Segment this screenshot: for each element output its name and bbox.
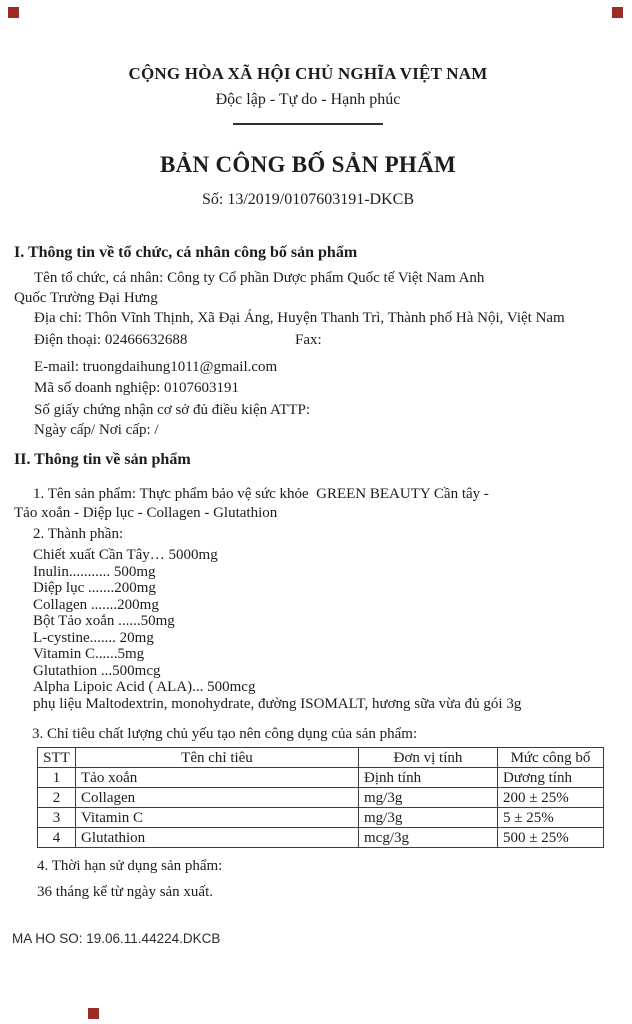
document-title: BẢN CÔNG BỐ SẢN PHẨM: [159, 152, 457, 177]
quality-criteria-table: [37, 747, 604, 848]
issue-date-place-line: Ngày cấp/ Nơi cấp: /: [34, 422, 159, 438]
shelf-life-heading: 4. Thời hạn sử dụng sản phẩm:: [37, 858, 223, 874]
ingredient-line: Alpha Lipoic Acid ( ALA)... 500mcg: [33, 679, 256, 695]
cell-decl: 500 ± 25%: [498, 828, 604, 848]
ingredient-line: L-cystine....... 20mg: [33, 629, 154, 646]
ingredient-line: Bột Tảo xoắn ......50mg: [33, 613, 175, 629]
col-header-unit: Đơn vị tính: [359, 748, 498, 768]
ingredient-line: Chiết xuất Cần Tây… 5000mg: [33, 547, 218, 563]
document-body: [0, 243, 632, 902]
business-code-line: Mã số doanh nghiệp: 0107603191: [34, 380, 239, 396]
cell-decl: 200 ± 25%: [498, 788, 604, 808]
quality-criteria-heading: 3. Chỉ tiêu chất lượng chủ yếu tạo nên công dụng của sản phẩm:: [32, 726, 418, 742]
ingredients-heading: 2. Thành phần:: [33, 526, 124, 542]
phone-value: Điện thoại: 02466632688: [34, 332, 188, 348]
document-header: [0, 0, 616, 210]
col-header-name: Tên chỉ tiêu: [76, 748, 359, 768]
file-code: MA HO SO: 19.06.11.44224.DKCB: [12, 931, 221, 946]
cell-name: Glutathion: [76, 828, 359, 848]
phone-line: [14, 330, 632, 350]
document-number: Số: 13/2019/0107603191-DKCB: [201, 191, 414, 208]
attp-cert-line: Số giấy chứng nhận cơ sở đủ điều kiện ATTP:: [34, 402, 311, 418]
ingredient-line: Collagen .......200mg: [33, 596, 159, 613]
table-header-row: [38, 748, 604, 768]
table-row: [38, 808, 604, 828]
cell-name: Tảo xoắn: [76, 768, 359, 788]
red-corner-marker-top-right: [612, 7, 623, 18]
cell-unit: mg/3g: [359, 808, 498, 828]
red-corner-marker-top-left: [8, 7, 19, 18]
ingredients-list: [14, 547, 632, 712]
cell-stt: 4: [38, 828, 76, 848]
ingredient-line: Vitamin C......5mg: [33, 646, 145, 662]
fax-label: Fax:: [295, 332, 322, 348]
table-row: [38, 768, 604, 788]
cell-unit: Định tính: [359, 768, 498, 788]
product-name-line: 1. Tên sản phẩm: Thực phẩm bảo vệ sức khỏe GREEN BEAUTY Cần tây - Tảo xoắn - Diệp lục - Collagen - Glutathion: [14, 486, 493, 521]
table-row: [38, 788, 604, 808]
section2-heading: II. Thông tin về sản phẩm: [14, 451, 191, 468]
table-row: [38, 828, 604, 848]
cell-decl: Dương tính: [498, 768, 604, 788]
email-line: E-mail: truongdaihung1011@gmail.com: [34, 359, 278, 375]
red-marker-bottom: [88, 1008, 99, 1019]
address-line: Địa chỉ: Thôn Vĩnh Thịnh, Xã Đại Áng, Huyện Thanh Trì, Thành phố Hà Nội, Việt Nam: [34, 310, 565, 326]
cell-unit: mg/3g: [359, 788, 498, 808]
motto-divider: [233, 123, 383, 125]
ingredient-line: phụ liệu Maltodextrin, monohydrate, đường ISOMALT, hương sữa vừa đủ gói 3g: [33, 695, 522, 712]
cell-name: Vitamin C: [76, 808, 359, 828]
col-header-decl: Mức công bố: [498, 748, 604, 768]
cell-name: Collagen: [76, 788, 359, 808]
ingredient-line: Glutathion ...500mcg: [33, 662, 161, 679]
national-title: CỘNG HÒA XÃ HỘI CHỦ NGHĨA VIỆT NAM: [128, 64, 488, 83]
ingredient-line: Diệp lục .......200mg: [33, 580, 156, 596]
cell-stt: 3: [38, 808, 76, 828]
cell-stt: 1: [38, 768, 76, 788]
cell-stt: 2: [38, 788, 76, 808]
national-motto: Độc lập - Tự do - Hạnh phúc: [215, 91, 401, 108]
section1-heading: I. Thông tin về tổ chức, cá nhân công bố sản phẩm: [14, 244, 358, 261]
org-name-line: Tên tổ chức, cá nhân: Công ty Cổ phần Dược phẩm Quốc tế Việt Nam Anh Quốc Trường Đại Hưng: [14, 270, 489, 306]
shelf-life-value: 36 tháng kể từ ngày sản xuất.: [37, 884, 214, 900]
cell-unit: mcg/3g: [359, 828, 498, 848]
cell-decl: 5 ± 25%: [498, 808, 604, 828]
col-header-stt: STT: [38, 748, 76, 768]
ingredient-line: Inulin........... 500mg: [33, 563, 156, 580]
